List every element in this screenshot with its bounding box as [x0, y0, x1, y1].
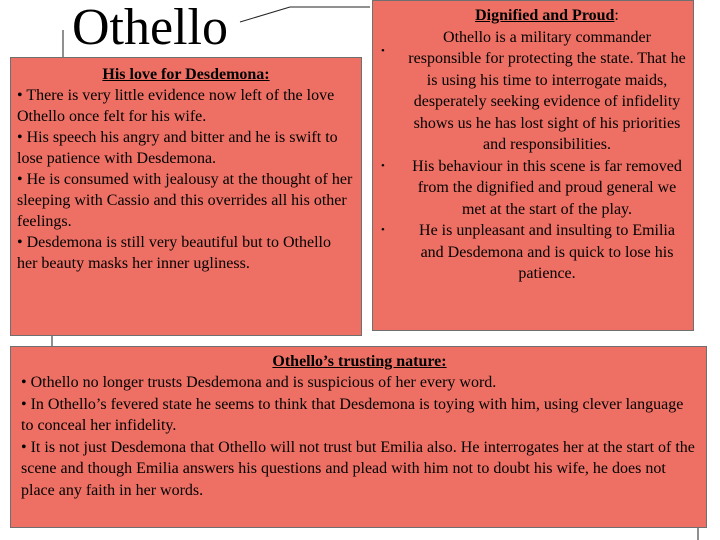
- bullet-dot-icon: •: [381, 224, 385, 236]
- slide-title: Othello: [72, 0, 228, 56]
- bullet-dot-icon: •: [381, 44, 385, 57]
- trusting-bullet: • In Othello’s fevered state he seems to think that Desdemona is toying with him, using clever language to conceal her infidelity.: [21, 395, 684, 434]
- dignified-heading: Dignified and Proud: [475, 7, 615, 24]
- love-bullet: • Desdemona is still very beautiful but to Othello her beauty masks her inner ugliness.: [17, 234, 331, 272]
- trusting-heading: Othello’s trusting nature:: [272, 353, 447, 370]
- love-bullet: • There is very little evidence now left of the love Othello once felt for his wife.: [17, 87, 335, 125]
- dignified-bullet-text: His behaviour in this scene is far removed from the dignified and proud general we met at the start of the play.: [412, 157, 682, 218]
- dignified-bullet: [377, 27, 687, 156]
- dignified-proud-box: [372, 0, 694, 331]
- dignified-bullet-text: He is unpleasant and insulting to Emilia and Desdemona and is quick to lose his patience.: [419, 222, 675, 282]
- dignified-bullet: [377, 156, 687, 221]
- dignified-bullet: [377, 220, 687, 285]
- dignified-bullet-text: Othello is a military commander responsible for protecting the state. That he is using his time to interrogate maids, desperately seeking evidence of infidelity shows us he has lost sight of his priorities and responsibilities.: [408, 28, 686, 153]
- trusting-bullet: • It is not just Desdemona that Othello will not trust but Emilia also. He interrogates her at the start of the scene and though Emilia answers his questions and plead with him not to doubt his wife, he does not place any faith in her words.: [21, 438, 695, 499]
- love-for-desdemona-box: [10, 57, 362, 336]
- love-heading: His love for Desdemona:: [102, 66, 270, 83]
- trusting-nature-box: [10, 346, 707, 528]
- trusting-bullet: • Othello no longer trusts Desdemona and is suspicious of her every word.: [21, 374, 497, 391]
- dignified-heading-item: [377, 5, 687, 27]
- bullet-dot-icon: •: [381, 159, 385, 172]
- love-bullet: • He is consumed with jealousy at the thought of her sleeping with Cassio and this overrides all his other feelings.: [17, 171, 353, 230]
- love-bullet: • His speech his angry and bitter and he is swift to lose patience with Desdemona.: [17, 129, 338, 167]
- dignified-heading-colon: :: [614, 7, 619, 24]
